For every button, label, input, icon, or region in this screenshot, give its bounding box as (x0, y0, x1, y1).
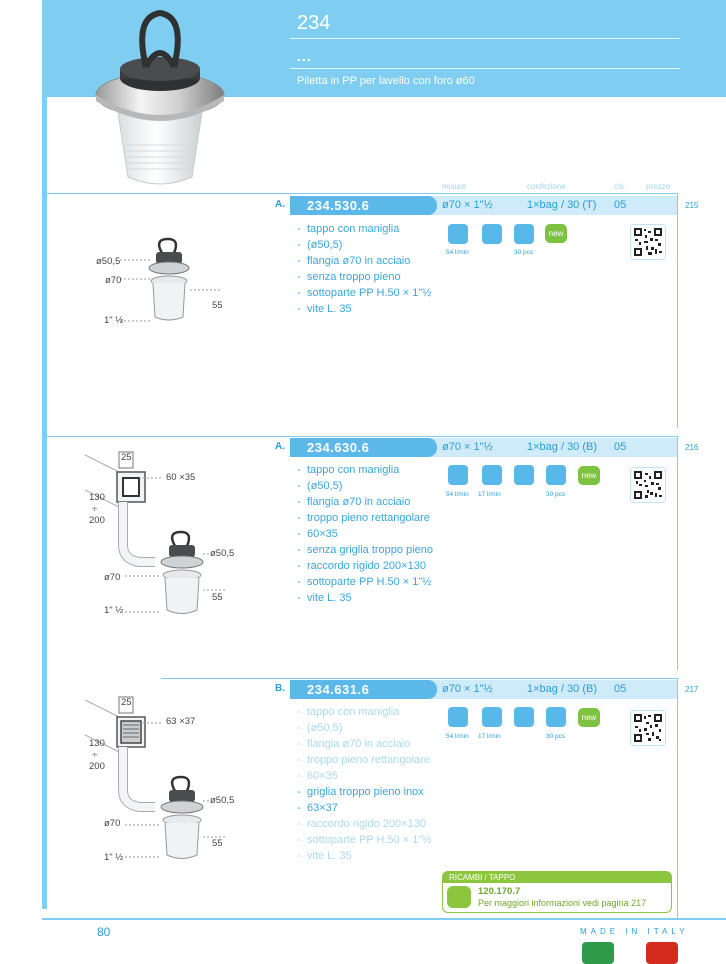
list-item: - troppo pieno rettangolare (297, 510, 433, 526)
product-code-badge: 234.530.6 (290, 196, 437, 215)
col-header-prezzo: prezzo (646, 182, 671, 191)
new-badge: new (545, 224, 567, 243)
list-item: - raccordo rigido 200×130 (297, 816, 431, 832)
bag-icon (546, 707, 566, 727)
flow-rate-icon (448, 465, 468, 485)
dim-label: 130 (89, 492, 105, 503)
list-item: - 60×35 (297, 526, 433, 542)
new-badge: new (578, 466, 600, 485)
section-letter: A. (275, 199, 285, 210)
list-item: - griglia troppo pieno inox (297, 784, 431, 800)
section-divider (47, 436, 678, 437)
list-item: - senza troppo pieno (297, 269, 431, 285)
product-drawing-1 (120, 235, 230, 330)
col-header-confezione: confezione (527, 182, 566, 191)
header-divider (290, 68, 680, 69)
dim-label: ÷ (92, 504, 98, 515)
list-item: - 60×35 (297, 768, 431, 784)
dim-label: ø50,5 (96, 256, 121, 267)
list-item: - vite L. 35 (297, 848, 431, 864)
section-letter: B. (275, 683, 285, 694)
wrench-icon (447, 886, 471, 908)
spec-confezione: 1×bag / 30 (B) (527, 441, 598, 453)
page-title: 234 (297, 12, 331, 34)
list-item: - tappo con maniglia (297, 221, 431, 237)
dim-label: 1" ½ (104, 605, 124, 616)
flow-rate-label: 54 l/min (446, 491, 469, 498)
qr-code-icon (630, 710, 666, 746)
flag-green-stripe (582, 942, 614, 964)
flow-rate-icon (448, 224, 468, 244)
page-number: 80 (97, 925, 111, 939)
dim-label: 60 ×35 (166, 472, 196, 483)
list-item: - vite L. 35 (297, 590, 433, 606)
list-item: - sottoparte PP H.50 × 1"½ (297, 285, 431, 301)
section-divider (47, 193, 678, 194)
list-item: - sottoparte PP H.50 × 1"½ (297, 832, 431, 848)
footer-divider (42, 918, 726, 920)
dim-label: ø50,5 (210, 795, 235, 806)
spec-confezione: 1×bag / 30 (B) (527, 683, 598, 695)
left-accent-bar (42, 97, 47, 909)
header-dots: ... (297, 48, 312, 64)
overflow-flow-icon (482, 707, 502, 727)
list-item: - tappo con maniglia (297, 704, 431, 720)
pieces-label: 30 pcs (546, 733, 566, 740)
list-item: - sottoparte PP H.50 × 1"½ (297, 574, 433, 590)
dim-label: 1" ½ (104, 315, 124, 326)
made-in-italy: MADE IN ITALY (580, 927, 689, 936)
spare-part-code: 120.170.7 (478, 886, 521, 897)
list-item: - flangia ø70 in acciaio (297, 494, 433, 510)
dim-label: ø70 (105, 275, 122, 286)
pieces-label: 30 pcs (546, 491, 566, 498)
dim-label: 200 (89, 515, 105, 526)
overflow-flow-label: 17 l/min (478, 491, 501, 498)
dim-label: 55 (212, 300, 223, 311)
list-item: - troppo pieno rettangolare (297, 752, 431, 768)
flow-rate-label: 54 l/min (446, 249, 469, 256)
col-header-misure: misure (442, 182, 467, 191)
spec-misure: ø70 × 1"½ (442, 441, 493, 453)
dim-label: ø70 (104, 572, 121, 583)
page-reference: 216 (685, 443, 699, 452)
overflow-flow-label: 17 l/min (478, 733, 501, 740)
list-item: - 63×37 (297, 800, 431, 816)
grid-icon (514, 707, 534, 727)
section-border (677, 436, 678, 670)
feature-list (297, 462, 433, 606)
product-hero-image (90, 5, 230, 190)
qr-code-icon (630, 467, 666, 503)
pieces-label: 30 pcs (514, 249, 534, 256)
dim-label: 1" ½ (104, 852, 124, 863)
list-item: - tappo con maniglia (297, 462, 433, 478)
list-item: - (ø50,5) (297, 478, 433, 494)
spare-part-note: Per maggiori informazioni vedi pagina 217 (478, 898, 647, 908)
flag-red-stripe (646, 942, 678, 964)
spec-confezione: 1×bag / 30 (T) (527, 199, 597, 211)
qr-code-icon (630, 224, 666, 260)
list-item: - raccordo rigido 200×130 (297, 558, 433, 574)
spec-cls: 05 (614, 683, 627, 695)
product-code-badge: 234.631.6 (290, 680, 437, 699)
page-reference: 217 (685, 685, 699, 694)
dim-label: ø70 (104, 818, 121, 829)
bag-icon (514, 224, 534, 244)
list-item: - vite L. 35 (297, 301, 431, 317)
flow-rate-icon (448, 707, 468, 727)
bag-icon (546, 465, 566, 485)
col-header-cls: cls. (614, 182, 626, 191)
dim-label: 25 (121, 697, 132, 708)
section-border (677, 193, 678, 428)
spec-misure: ø70 × 1"½ (442, 683, 493, 695)
list-item: - senza griglia troppo pieno (297, 542, 433, 558)
flow-rate-label: 54 l/min (446, 733, 469, 740)
new-badge: new (578, 708, 600, 727)
spec-cls: 05 (614, 441, 627, 453)
grid-icon (482, 224, 502, 244)
section-border (677, 678, 678, 918)
spec-misure: ø70 × 1"½ (442, 199, 493, 211)
list-item: - flangia ø70 in acciaio (297, 253, 431, 269)
dim-label: 200 (89, 761, 105, 772)
product-subtitle: Piletta in PP per lavello con foro ø60 (297, 75, 475, 87)
list-item: - (ø50,5) (297, 237, 431, 253)
dim-label: 55 (212, 592, 223, 603)
feature-list (297, 221, 431, 317)
spare-parts-heading: RICAMBI / TAPPO (443, 872, 671, 883)
dim-label: 63 ×37 (166, 716, 196, 727)
overflow-flow-icon (482, 465, 502, 485)
dim-label: 55 (212, 838, 223, 849)
dim-label: ø50,5 (210, 548, 235, 559)
section-divider (161, 678, 678, 679)
section-letter: A. (275, 441, 285, 452)
feature-list (297, 704, 431, 864)
list-item: - (ø50,5) (297, 720, 431, 736)
dim-label: 130 (89, 738, 105, 749)
page-reference: 215 (685, 201, 699, 210)
spec-cls: 05 (614, 199, 627, 211)
grid-icon (514, 465, 534, 485)
list-item: - flangia ø70 in acciaio (297, 736, 431, 752)
spare-parts-box[interactable] (442, 871, 672, 913)
dim-label: ÷ (92, 750, 98, 761)
header-divider (290, 38, 680, 39)
dim-label: 25 (121, 452, 132, 463)
product-code-badge: 234.630.6 (290, 438, 437, 457)
